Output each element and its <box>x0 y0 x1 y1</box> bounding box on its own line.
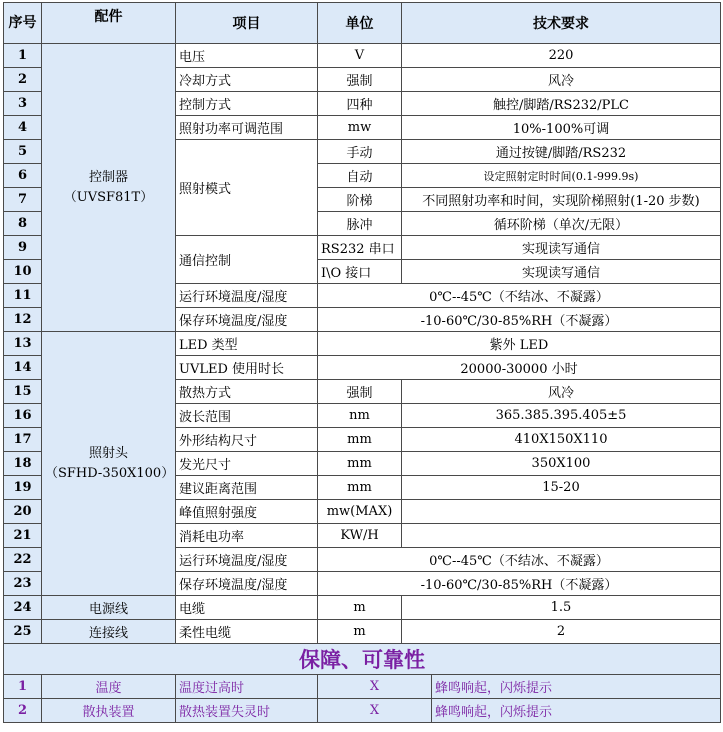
row-number: 19 <box>4 476 42 500</box>
row-number: 11 <box>4 284 42 308</box>
unit-cell: mm <box>318 476 402 500</box>
row-number: 10 <box>4 260 42 284</box>
item-cell: 冷却方式 <box>176 68 318 92</box>
item-cell: 外形结构尺寸 <box>176 428 318 452</box>
tech-cell: 220 <box>402 44 721 68</box>
tech-cell: 循环阶梯（单次/无限） <box>402 212 721 236</box>
unit-cell: 手动 <box>318 140 402 164</box>
part-cell: 连接线 <box>42 620 176 644</box>
row-number: 20 <box>4 500 42 524</box>
item-cell: 散热装置失灵时 <box>176 699 318 723</box>
tech-cell: 0℃--45℃（不结冰、不凝露） <box>318 548 721 572</box>
unit-cell: 阶梯 <box>318 188 402 212</box>
tech-cell: 10%-100%可调 <box>402 116 721 140</box>
item-cell: 照射功率可调范围 <box>176 116 318 140</box>
tech-cell: 410X150X110 <box>402 428 721 452</box>
unit-cell: X <box>318 675 432 699</box>
row-number: 12 <box>4 308 42 332</box>
part-cell: 温度 <box>42 675 176 699</box>
tech-cell: -10-60℃/30-85%RH（不凝露） <box>318 308 721 332</box>
row-number: 8 <box>4 212 42 236</box>
item-cell: LED 类型 <box>176 332 318 356</box>
item-cell: 建议距离范围 <box>176 476 318 500</box>
item-cell: 波长范围 <box>176 404 318 428</box>
protection-row <box>4 675 721 699</box>
header-tech: 技术要求 <box>402 3 721 44</box>
item-cell: 电压 <box>176 44 318 68</box>
controller-name: 控制器 <box>88 169 128 185</box>
head-name: 照射头 <box>88 445 128 461</box>
part-cell: 散执装置 <box>42 699 176 723</box>
unit-cell: V <box>318 44 402 68</box>
header-no: 序号 <box>4 3 42 44</box>
unit-cell: mm <box>318 428 402 452</box>
row-number: 25 <box>4 620 42 644</box>
controller-group <box>42 44 176 332</box>
table-row <box>4 596 721 620</box>
tech-cell: -10-60℃/30-85%RH（不凝露） <box>318 572 721 596</box>
header-unit: 单位 <box>318 3 402 44</box>
row-number: 3 <box>4 92 42 116</box>
row-number: 4 <box>4 116 42 140</box>
row-number: 23 <box>4 572 42 596</box>
row-number: 6 <box>4 164 42 188</box>
unit-cell: m <box>318 620 402 644</box>
unit-cell: 强制 <box>318 380 402 404</box>
table-row <box>4 620 721 644</box>
header-item: 项目 <box>176 3 318 44</box>
row-number: 1 <box>4 44 42 68</box>
tech-cell: 2 <box>402 620 721 644</box>
row-number: 7 <box>4 188 42 212</box>
tech-cell: 触控/脚踏/RS232/PLC <box>402 92 721 116</box>
item-cell: 散热方式 <box>176 380 318 404</box>
item-cell: UVLED 使用时长 <box>176 356 318 380</box>
unit-cell: RS232 串口 <box>318 236 402 260</box>
table-row <box>4 332 721 356</box>
item-cell: 温度过高时 <box>176 675 318 699</box>
row-number: 1 <box>4 675 42 699</box>
header-row <box>4 3 721 44</box>
row-number: 2 <box>4 699 42 723</box>
row-number: 24 <box>4 596 42 620</box>
unit-cell: I\O 接口 <box>318 260 402 284</box>
row-number: 21 <box>4 524 42 548</box>
item-cell: 控制方式 <box>176 92 318 116</box>
row-number: 18 <box>4 452 42 476</box>
communication-cell: 通信控制 <box>176 236 318 284</box>
row-number: 14 <box>4 356 42 380</box>
tech-cell: 风冷 <box>402 380 721 404</box>
unit-cell: nm <box>318 404 402 428</box>
unit-cell: mm <box>318 452 402 476</box>
tech-cell: 通过按键/脚踏/RS232 <box>402 140 721 164</box>
tech-cell <box>402 524 721 548</box>
tech-cell: 350X100 <box>402 452 721 476</box>
tech-cell: 风冷 <box>402 68 721 92</box>
tech-cell: 20000-30000 小时 <box>318 356 721 380</box>
unit-cell: X <box>318 699 432 723</box>
protection-title: 保障、可靠性 <box>4 644 721 675</box>
unit-cell: mw(MAX) <box>318 500 402 524</box>
table-row <box>4 44 721 68</box>
tech-cell: 实现读写通信 <box>402 236 721 260</box>
unit-cell: m <box>318 596 402 620</box>
item-cell: 运行环境温度/湿度 <box>176 548 318 572</box>
spec-table <box>3 2 721 723</box>
tech-cell: 蜂鸣响起，闪烁提示 <box>432 675 721 699</box>
item-cell: 电缆 <box>176 596 318 620</box>
unit-cell: 自动 <box>318 164 402 188</box>
irradiation-mode-cell: 照射模式 <box>176 140 318 236</box>
item-cell: 发光尺寸 <box>176 452 318 476</box>
part-cell: 电源线 <box>42 596 176 620</box>
protection-title-row <box>4 644 721 675</box>
item-cell: 保存环境温度/湿度 <box>176 572 318 596</box>
unit-cell: KW/H <box>318 524 402 548</box>
tech-cell: 设定照射定时时间(0.1-999.9s) <box>402 164 721 188</box>
row-number: 17 <box>4 428 42 452</box>
row-number: 9 <box>4 236 42 260</box>
tech-cell: 0℃--45℃（不结冰、不凝露） <box>318 284 721 308</box>
item-cell: 运行环境温度/湿度 <box>176 284 318 308</box>
tech-cell: 蜂鸣响起，闪烁提示 <box>432 699 721 723</box>
tech-cell: 实现读写通信 <box>402 260 721 284</box>
tech-cell: 1.5 <box>402 596 721 620</box>
row-number: 13 <box>4 332 42 356</box>
item-cell: 柔性电缆 <box>176 620 318 644</box>
unit-cell: 脉冲 <box>318 212 402 236</box>
head-model: （SFHD-350X100） <box>45 465 175 481</box>
item-cell: 峰值照射强度 <box>176 500 318 524</box>
row-number: 16 <box>4 404 42 428</box>
tech-cell <box>402 500 721 524</box>
unit-cell: 四种 <box>318 92 402 116</box>
tech-cell: 365.385.395.405±5 <box>402 404 721 428</box>
controller-model: （UVSF81T） <box>63 189 154 205</box>
unit-cell: 强制 <box>318 68 402 92</box>
tech-cell: 紫外 LED <box>318 332 721 356</box>
item-cell: 消耗电功率 <box>176 524 318 548</box>
head-group <box>42 332 176 596</box>
row-number: 22 <box>4 548 42 572</box>
tech-cell: 不同照射功率和时间，实现阶梯照射(1-20 步数) <box>402 188 721 212</box>
row-number: 15 <box>4 380 42 404</box>
item-cell: 保存环境温度/湿度 <box>176 308 318 332</box>
row-number: 5 <box>4 140 42 164</box>
protection-row <box>4 699 721 723</box>
unit-cell: mw <box>318 116 402 140</box>
tech-cell: 15-20 <box>402 476 721 500</box>
row-number: 2 <box>4 68 42 92</box>
header-part: 配件 <box>42 3 176 44</box>
